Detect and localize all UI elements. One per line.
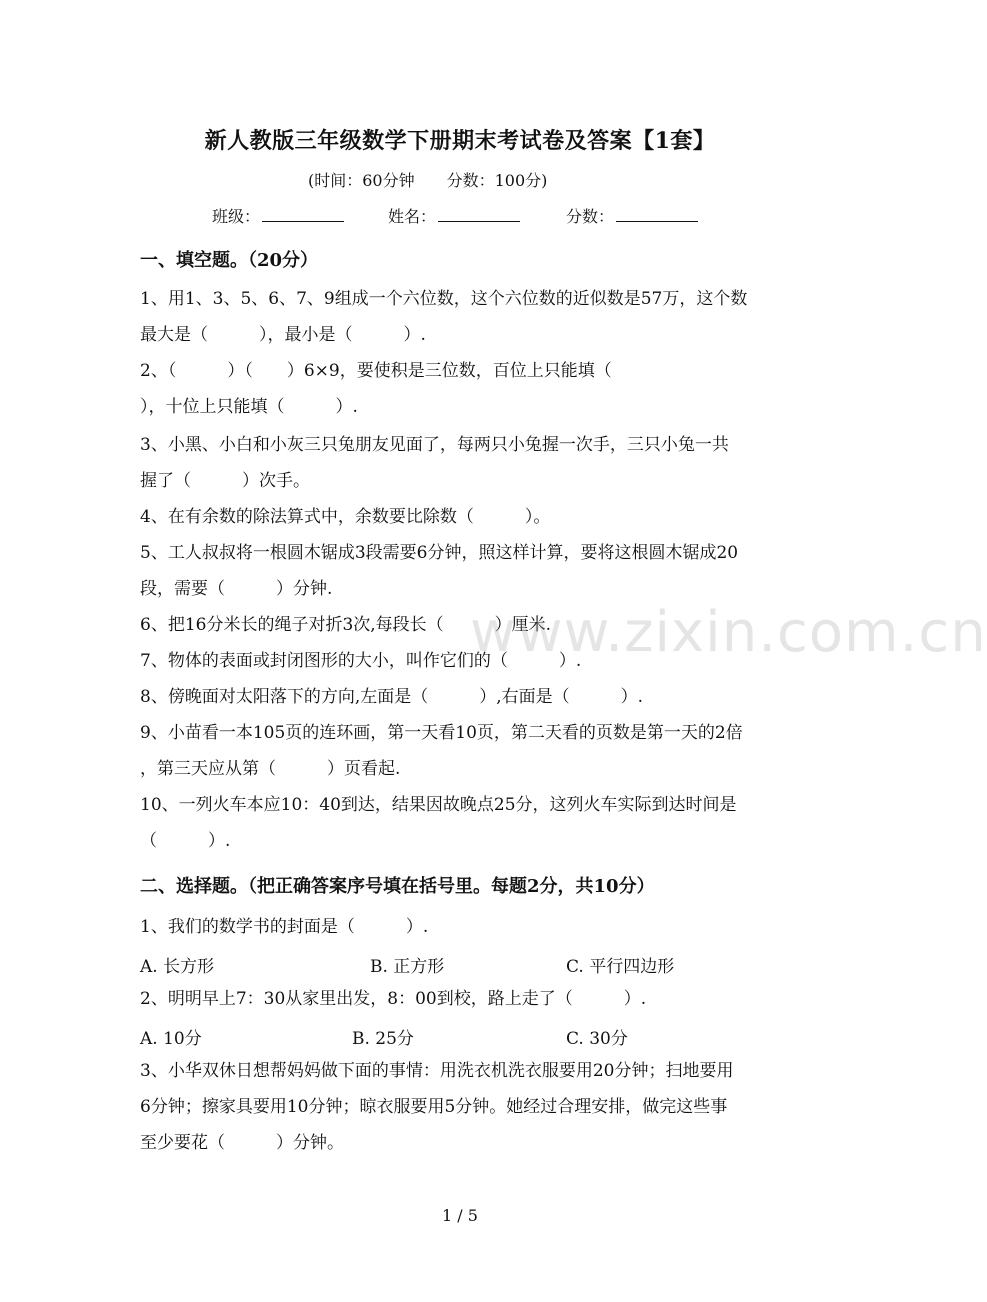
class-label: 班级： xyxy=(212,207,261,226)
question-line: （ ）. xyxy=(140,831,231,851)
watermark: www.zixin.com.cn xyxy=(470,600,987,665)
question-line: 2、（ ）（ ）6×9，要使积是三位数，百位上只能填（ xyxy=(140,361,612,381)
question-line: 5、工人叔叔将一根圆木锯成3段需要6分钟，照这样计算，要将这根圆木锯成20 xyxy=(140,543,739,563)
question-line: 握了（ ）次手。 xyxy=(140,471,310,491)
time-score-line: (时间：60分钟 分数：100分) xyxy=(308,171,548,190)
question-line: 10、一列火车本应10：40到达，结果因故晚点25分，这列火车实际到达时间是 xyxy=(140,795,737,815)
choice-question-3-line: 至少要花（ ）分钟。 xyxy=(140,1133,344,1153)
section1-heading: 一、填空题。（20分） xyxy=(140,250,319,271)
name-field xyxy=(388,204,520,227)
question-line: ，第三天应从第（ ）页看起. xyxy=(140,759,401,779)
question-line: 7、物体的表面或封闭图形的大小，叫作它们的（ ）. xyxy=(140,651,582,671)
choice-question-1: 1、我们的数学书的封面是（ ）. xyxy=(140,917,429,937)
option-b[interactable]: B. 正方形 xyxy=(370,957,445,977)
score-field xyxy=(566,204,698,227)
choice-question-3-line: 6分钟；擦家具要用10分钟；晾衣服要用5分钟。她经过合理安排，做完这些事 xyxy=(140,1097,728,1117)
option-a[interactable]: A. 10分 xyxy=(140,1029,202,1049)
question-line: 6、把16分米长的绳子对折3次,每段长（ ）厘米. xyxy=(140,615,552,635)
question-line: 最大是（ ），最小是（ ）. xyxy=(140,325,426,345)
section2-heading: 二、选择题。（把正确答案序号填在括号里。每题2分，共10分） xyxy=(140,876,655,897)
name-blank[interactable] xyxy=(438,207,520,222)
question-line: 8、傍晚面对太阳落下的方向,左面是（ ）,右面是（ ）. xyxy=(140,687,644,707)
document-title: 新人教版三年级数学下册期末考试卷及答案【1套】 xyxy=(204,128,716,154)
page-number: 1 / 5 xyxy=(442,1206,478,1225)
question-line: 1、用1、3、5、6、7、9组成一个六位数，这个六位数的近似数是57万，这个数 xyxy=(140,289,748,309)
option-c[interactable]: C. 30分 xyxy=(566,1029,628,1049)
choice-question-3-line: 3、小华双休日想帮妈妈做下面的事情：用洗衣机洗衣服要用20分钟；扫地要用 xyxy=(140,1061,734,1081)
option-c[interactable]: C. 平行四边形 xyxy=(566,957,675,977)
option-a[interactable]: A. 长方形 xyxy=(140,957,215,977)
option-b[interactable]: B. 25分 xyxy=(352,1029,414,1049)
score-blank[interactable] xyxy=(616,207,698,222)
question-line: 3、小黑、小白和小灰三只兔朋友见面了，每两只小兔握一次手，三只小兔一共 xyxy=(140,435,729,455)
name-label: 姓名： xyxy=(388,207,437,226)
question-line: ），十位上只能填（ ）. xyxy=(140,397,358,417)
class-field xyxy=(212,204,344,227)
choice-question-2: 2、明明早上7：30从家里出发，8：00到校，路上走了（ ）. xyxy=(140,989,647,1009)
score-label: 分数： xyxy=(566,207,615,226)
question-line: 4、在有余数的除法算式中，余数要比除数（ ）。 xyxy=(140,507,551,527)
question-line: 段，需要（ ）分钟. xyxy=(140,579,333,599)
question-line: 9、小苗看一本105页的连环画，第一天看10页，第二天看的页数是第一天的2倍 xyxy=(140,723,743,743)
class-blank[interactable] xyxy=(262,207,344,222)
